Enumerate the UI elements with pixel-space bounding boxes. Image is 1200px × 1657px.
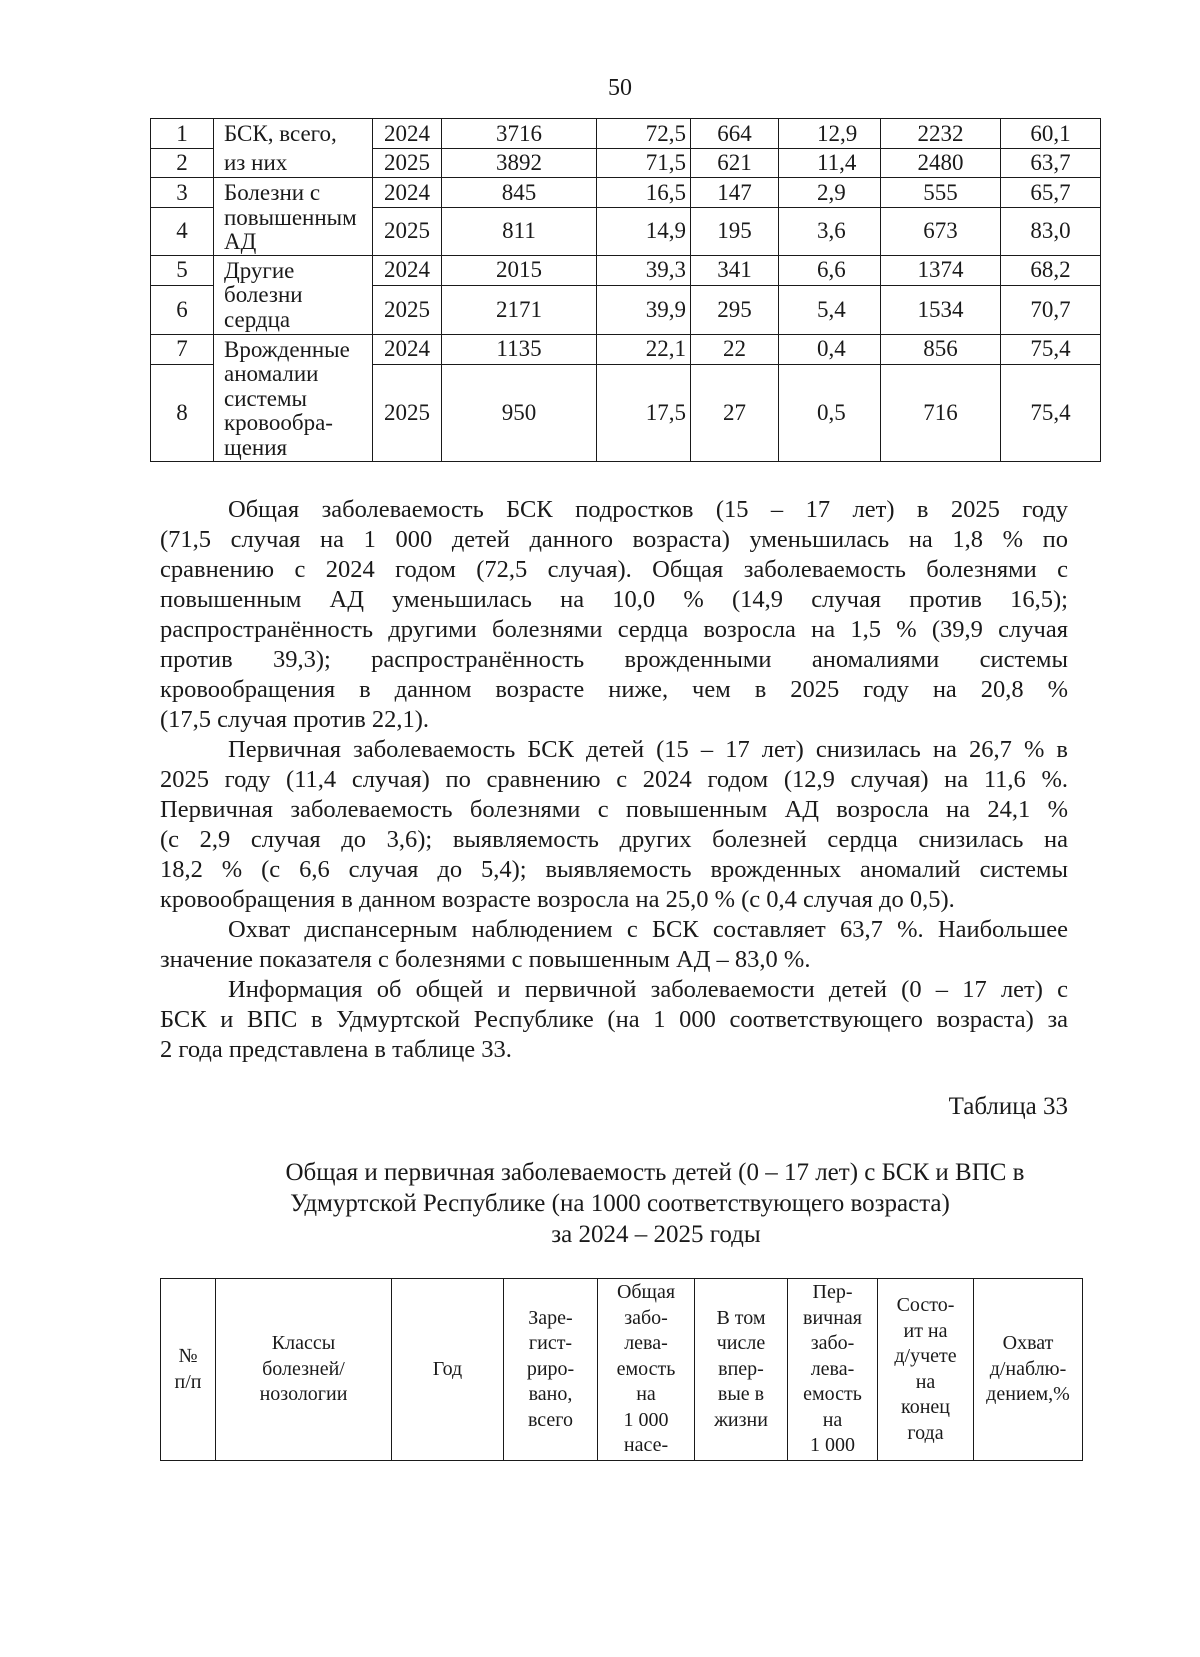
cell-general-morbidity-rate: 71,5	[597, 149, 691, 178]
cell-first-time: 664	[691, 119, 779, 149]
header-cell-dispensary-count: Состо- ит на д/учете на конец года	[878, 1279, 974, 1461]
cell-registered-total: 2171	[442, 285, 597, 334]
paragraph-line: 18,2 % (с 6,6 случая до 5,4); выявляемость врожденных аномалий системы	[160, 856, 1068, 883]
table-caption: Таблица 33	[948, 1093, 1068, 1120]
paragraph-line: БСК и ВПС в Удмуртской Республике (на 1 000 соответствующего возраста) за	[160, 1006, 1068, 1033]
paragraph-2	[160, 735, 1068, 915]
cell-first-time: 27	[691, 364, 779, 461]
cell-first-time: 295	[691, 285, 779, 334]
cell-dispensary-count: 856	[881, 334, 1001, 364]
cell-registered-total: 3716	[442, 119, 597, 149]
page-number: 50	[608, 75, 632, 101]
header-cell-coverage: Охват д/наблю- дением,%	[974, 1279, 1083, 1461]
cell-year: 2025	[373, 149, 442, 178]
paragraph-line: сравнению с 2024 годом (72,5 случая). Общая заболеваемость болезнями с	[160, 556, 1068, 583]
morbidity-table-continued	[150, 118, 1101, 462]
cell-disease-class: Болезни с повышенным АД	[214, 178, 373, 256]
cell-coverage: 83,0	[1001, 208, 1101, 255]
paragraph-line: распространённость другими болезнями сердца возросла на 1,5 % (39,9 случая	[160, 616, 1068, 643]
cell-general-morbidity-rate: 72,5	[597, 119, 691, 149]
cell-general-morbidity-rate: 17,5	[597, 364, 691, 461]
cell-general-morbidity-rate: 22,1	[597, 334, 691, 364]
cell-first-time: 195	[691, 208, 779, 255]
cell-primary-morbidity-rate: 11,4	[779, 149, 881, 178]
paragraph-line: значение показателя с болезнями с повышенным АД – 83,0 %.	[160, 946, 811, 973]
cell-year: 2024	[373, 119, 442, 149]
cell-primary-morbidity-rate: 12,9	[779, 119, 881, 149]
paragraph-line: Первичная заболеваемость болезнями с повышенным АД возросла на 24,1 %	[160, 796, 1068, 823]
paragraph-1	[160, 495, 1068, 735]
cell-disease-class: Другие болезни сердца	[214, 255, 373, 334]
table-row	[151, 334, 1101, 364]
paragraph-line: 2 года представлена в таблице 33.	[160, 1036, 512, 1063]
cell-dispensary-count: 555	[881, 178, 1001, 208]
cell-year: 2025	[373, 285, 442, 334]
header-cell-general-morbidity-rate: Общая забо- лева- емость на 1 000 насе-	[598, 1279, 695, 1461]
cell-dispensary-count: 1534	[881, 285, 1001, 334]
table-title	[160, 1157, 1068, 1250]
table-33	[160, 1278, 1083, 1461]
cell-dispensary-count: 2480	[881, 149, 1001, 178]
cell-row-number: 8	[151, 364, 214, 461]
table-title-line: за 2024 – 2025 годы	[551, 1221, 761, 1248]
cell-year: 2024	[373, 178, 442, 208]
cell-coverage: 60,1	[1001, 119, 1101, 149]
cell-general-morbidity-rate: 39,3	[597, 255, 691, 285]
cell-first-time: 22	[691, 334, 779, 364]
cell-primary-morbidity-rate: 3,6	[779, 208, 881, 255]
paragraph-line: Информация об общей и первичной заболеваемости детей (0 – 17 лет) с	[228, 976, 1068, 1003]
cell-disease-class: БСК, всего, из них	[214, 119, 373, 178]
cell-coverage: 75,4	[1001, 364, 1101, 461]
cell-primary-morbidity-rate: 0,5	[779, 364, 881, 461]
body-text	[160, 495, 1068, 1065]
cell-year: 2025	[373, 208, 442, 255]
paragraph-line: Первичная заболеваемость БСК детей (15 – 17 лет) снизилась на 26,7 % в	[228, 736, 1068, 763]
header-cell-registered-total: Заре- гист- риро- вано, всего	[504, 1279, 598, 1461]
cell-first-time: 621	[691, 149, 779, 178]
cell-year: 2025	[373, 364, 442, 461]
paragraph-line: кровообращения в данном возрасте возросла на 25,0 % (с 0,4 случая до 0,5).	[160, 886, 955, 913]
cell-row-number: 5	[151, 255, 214, 285]
header-cell-disease-class: Классы болезней/ нозологии	[216, 1279, 392, 1461]
table-row	[151, 119, 1101, 149]
cell-primary-morbidity-rate: 0,4	[779, 334, 881, 364]
paragraph-3	[160, 915, 1068, 975]
cell-registered-total: 845	[442, 178, 597, 208]
paragraph-line: 2025 году (11,4 случая) по сравнению с 2024 годом (12,9 случая) на 11,6 %.	[160, 766, 1068, 793]
cell-disease-class: Врожденные аномалии системы кровообра- щения	[214, 334, 373, 461]
paragraph-line: (с 2,9 случая до 3,6); выявляемость других болезней сердца снизилась на	[160, 826, 1068, 853]
table-title-line: Общая и первичная заболеваемость детей (0 – 17 лет) с БСК и ВПС в	[285, 1159, 1025, 1186]
cell-first-time: 147	[691, 178, 779, 208]
cell-primary-morbidity-rate: 5,4	[779, 285, 881, 334]
cell-row-number: 3	[151, 178, 214, 208]
cell-registered-total: 1135	[442, 334, 597, 364]
cell-dispensary-count: 673	[881, 208, 1001, 255]
cell-year: 2024	[373, 334, 442, 364]
table-title-line: Удмуртской Республике (на 1000 соответствующего возраста)	[290, 1190, 950, 1217]
cell-general-morbidity-rate: 39,9	[597, 285, 691, 334]
cell-row-number: 2	[151, 149, 214, 178]
cell-general-morbidity-rate: 14,9	[597, 208, 691, 255]
header-cell-first-time: В том числе впер- вые в жизни	[695, 1279, 788, 1461]
cell-primary-morbidity-rate: 6,6	[779, 255, 881, 285]
cell-first-time: 341	[691, 255, 779, 285]
cell-primary-morbidity-rate: 2,9	[779, 178, 881, 208]
cell-coverage: 70,7	[1001, 285, 1101, 334]
cell-registered-total: 2015	[442, 255, 597, 285]
cell-coverage: 68,2	[1001, 255, 1101, 285]
paragraph-line: (17,5 случая против 22,1).	[160, 706, 430, 733]
cell-year: 2024	[373, 255, 442, 285]
cell-dispensary-count: 716	[881, 364, 1001, 461]
cell-dispensary-count: 1374	[881, 255, 1001, 285]
paragraph-line: повышенным АД уменьшилась на 10,0 % (14,9 случая против 16,5);	[160, 586, 1068, 613]
table-row	[151, 178, 1101, 208]
table-row	[151, 255, 1101, 285]
table-header-row	[161, 1279, 1083, 1461]
header-cell-number: № п/п	[161, 1279, 216, 1461]
cell-row-number: 4	[151, 208, 214, 255]
paragraph-line: (71,5 случая на 1 000 детей данного возраста) уменьшилась на 1,8 % по	[160, 526, 1068, 553]
paragraph-4	[160, 975, 1068, 1065]
cell-registered-total: 811	[442, 208, 597, 255]
cell-row-number: 1	[151, 119, 214, 149]
cell-coverage: 65,7	[1001, 178, 1101, 208]
paragraph-line: кровообращения в данном возрасте ниже, чем в 2025 году на 20,8 %	[160, 676, 1068, 703]
header-cell-year: Год	[392, 1279, 504, 1461]
header-cell-primary-morbidity-rate: Пер- вичная забо- лева- емость на 1 000	[788, 1279, 878, 1461]
cell-row-number: 6	[151, 285, 214, 334]
cell-row-number: 7	[151, 334, 214, 364]
paragraph-line: против 39,3); распространённость врожденными аномалиями системы	[160, 646, 1068, 673]
paragraph-line: Общая заболеваемость БСК подростков (15 – 17 лет) в 2025 году	[228, 496, 1068, 523]
cell-dispensary-count: 2232	[881, 119, 1001, 149]
cell-coverage: 63,7	[1001, 149, 1101, 178]
cell-registered-total: 950	[442, 364, 597, 461]
paragraph-line: Охват диспансерным наблюдением с БСК составляет 63,7 %. Наибольшее	[228, 916, 1068, 943]
cell-coverage: 75,4	[1001, 334, 1101, 364]
cell-registered-total: 3892	[442, 149, 597, 178]
cell-general-morbidity-rate: 16,5	[597, 178, 691, 208]
